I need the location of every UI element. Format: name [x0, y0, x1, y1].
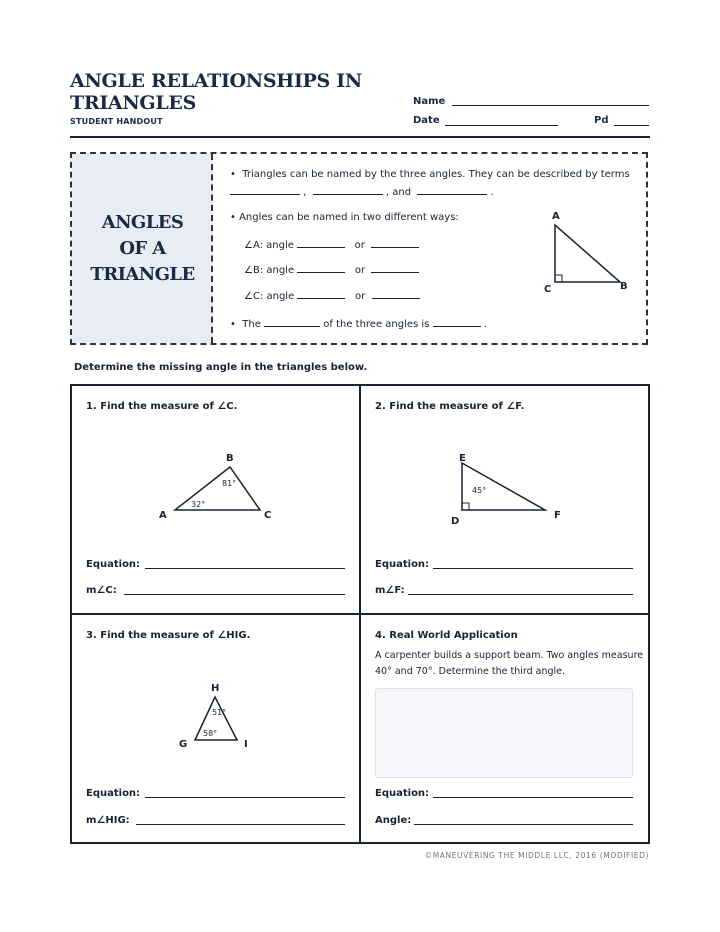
term-blank-3[interactable]: [417, 185, 487, 195]
vertex-label-c: C: [544, 284, 552, 295]
angle-row-label: ∠C: angle: [244, 291, 295, 302]
angle-blank[interactable]: [297, 238, 345, 248]
problem-4-text-line-2: 40° and 70°. Determine the third angle.: [375, 666, 566, 677]
bullet-dot: •: [230, 212, 236, 223]
intro-heading: [72, 210, 213, 288]
angle-row-c: [244, 289, 420, 302]
bullet-3-mid: of the three angles is: [323, 319, 430, 330]
problem-2-diagram: [445, 448, 575, 530]
angle-blank[interactable]: [371, 238, 419, 248]
vertex-label-g: G: [179, 739, 188, 750]
vertex-label-h: H: [211, 683, 220, 694]
bullet-dot: •: [230, 319, 236, 330]
or-text: or: [354, 240, 365, 251]
bullet-1-text: Triangles can be named by the three angles. They can be described by terms: [242, 169, 630, 180]
date-label: Date: [413, 115, 440, 126]
answer-field[interactable]: [408, 594, 633, 595]
problem-1-question: 1. Find the measure of ∠C.: [86, 401, 238, 412]
equation-label: Equation:: [375, 559, 430, 570]
name-field[interactable]: [452, 105, 649, 106]
angle-label-a: 32°: [191, 500, 206, 509]
or-text: or: [354, 265, 366, 276]
bullet-1-blanks: , , and .: [230, 185, 530, 198]
bullet-1: [230, 169, 630, 180]
answer-field[interactable]: [136, 824, 345, 825]
equation-field[interactable]: [433, 568, 633, 569]
intro-triangle-diagram: [535, 205, 635, 300]
page-title: ANGLE RELATIONSHIPS IN TRIANGLES: [70, 70, 362, 114]
right-angle-mark: [462, 503, 469, 510]
intro-heading-line: ANGLES: [101, 212, 184, 233]
equation-label: Equation:: [86, 788, 141, 799]
answer-field[interactable]: [124, 594, 345, 595]
or-text: or: [354, 291, 366, 302]
problem-4-question: 4. Real World Application: [375, 630, 518, 641]
answer-label: m∠HIG:: [86, 815, 130, 826]
angle-blank[interactable]: [297, 289, 345, 299]
name-label: Name: [413, 96, 446, 107]
vertex-label-b: B: [620, 281, 628, 292]
angle-label-g: 58°: [203, 729, 218, 738]
equation-label: Equation:: [86, 559, 141, 570]
intro-heading-line: OF A: [119, 238, 166, 259]
equation-field[interactable]: [433, 797, 633, 798]
problem-2-question: 2. Find the measure of ∠F.: [375, 401, 525, 412]
angle-label-b: 81°: [222, 479, 237, 488]
period-label: Pd: [594, 115, 609, 126]
work-area-box[interactable]: [375, 688, 633, 778]
problem-3-question: 3. Find the measure of ∠HIG.: [86, 630, 251, 641]
vertex-label-f: F: [554, 510, 561, 521]
term-blank-1[interactable]: [230, 185, 300, 195]
bullet-3-pre: The: [242, 319, 261, 330]
period-field[interactable]: [614, 125, 649, 126]
right-angle-mark: [555, 275, 562, 282]
problem-1-diagram: [150, 445, 280, 530]
vertex-label-a: A: [159, 510, 167, 521]
answer-label: m∠F:: [375, 585, 405, 596]
triangle-abc: [175, 467, 260, 510]
header-divider: [70, 136, 650, 138]
angle-label-e: 45°: [472, 486, 487, 495]
equation-label: Equation:: [375, 788, 430, 799]
angle-blank[interactable]: [371, 263, 419, 273]
sum-term-blank[interactable]: [264, 317, 320, 327]
date-field[interactable]: [445, 125, 558, 126]
vertex-label-b: B: [226, 453, 234, 464]
equation-field[interactable]: [145, 568, 345, 569]
intro-heading-line: TRIANGLE: [90, 264, 195, 285]
answer-label: m∠C:: [86, 585, 117, 596]
term-blank-2[interactable]: [313, 185, 383, 195]
angle-blank[interactable]: [297, 263, 345, 273]
angle-label-h: 51°: [212, 708, 227, 717]
sum-value-blank[interactable]: [433, 317, 481, 327]
angle-row-b: [244, 263, 419, 276]
answer-field[interactable]: [414, 824, 633, 825]
intro-triangle: [555, 225, 620, 282]
vertex-label-i: I: [244, 739, 248, 750]
bullet-2-text: Angles can be named in two different ways:: [239, 212, 459, 223]
bullet-dot: •: [230, 169, 236, 180]
angle-row-label: ∠B: angle: [244, 265, 295, 276]
problem-4-text-line-1: A carpenter builds a support beam. Two angles measure: [375, 650, 644, 661]
bullet-3: • The of the three angles is .: [230, 319, 487, 330]
bullet-2: [230, 212, 459, 223]
angle-row-a: [244, 238, 419, 251]
vertex-label-c: C: [264, 510, 272, 521]
grid-horizontal-divider: [70, 613, 650, 615]
vertex-label-e: E: [459, 453, 466, 464]
instructions: Determine the missing angle in the triangles below.: [74, 362, 368, 373]
and-text: , and: [385, 187, 412, 198]
vertex-label-a: A: [552, 211, 560, 222]
copyright-notice: ©MANEUVERING THE MIDDLE LLC, 2016 (MODIFIED): [424, 851, 649, 860]
answer-label: Angle:: [375, 815, 412, 826]
angle-blank[interactable]: [372, 289, 420, 299]
problem-3-diagram: [170, 675, 270, 755]
vertex-label-d: D: [451, 516, 460, 527]
page-subtitle: STUDENT HANDOUT: [70, 117, 163, 126]
equation-field[interactable]: [145, 797, 345, 798]
angle-row-label: ∠A: angle: [244, 240, 294, 251]
